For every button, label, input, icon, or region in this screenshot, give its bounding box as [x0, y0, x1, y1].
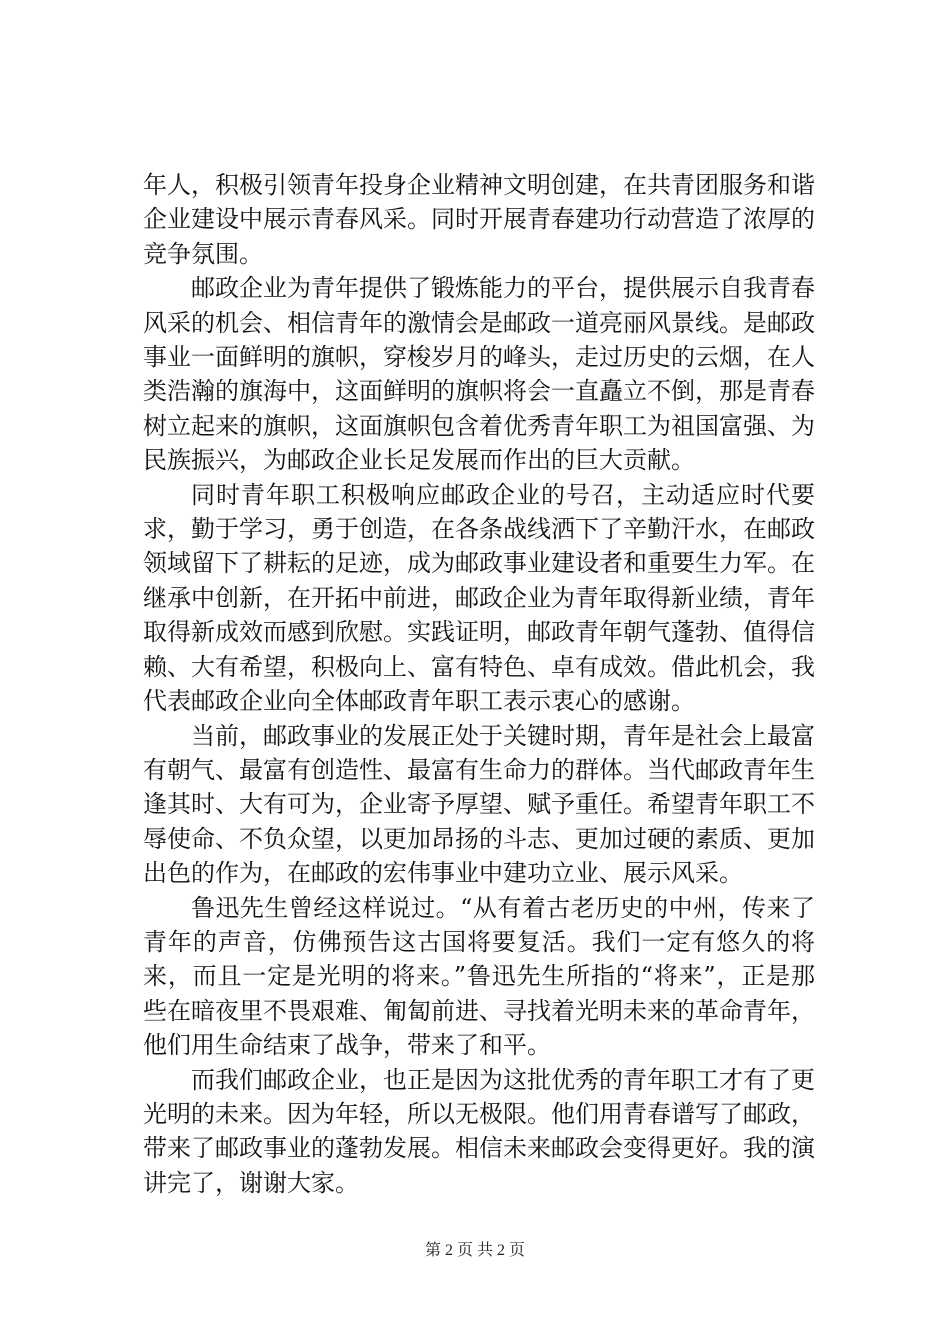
paragraph-3: 同时青年职工积极响应邮政企业的号召，主动适应时代要求，勤于学习，勇于创造，在各条战线洒下了辛勤汗水，在邮政领域留下了耕耘的足迹，成为邮政事业建设者和重要生力军。在继承中创新，在开拓中前进，邮政企业为青年取得新业绩，青年取得新成效而感到欣慰。实践证明，邮政青年朝气蓬勃、值得信赖、大有希望，积极向上、富有特色、卓有成效。借此机会，我代表邮政企业向全体邮政青年职工表示衷心的感谢。	[143, 480, 815, 716]
paragraph-6: 而我们邮政企业，也正是因为这批优秀的青年职工才有了更光明的未来。因为年轻，所以无极限。他们用青春谱写了邮政，带来了邮政事业的蓬勃发展。相信未来邮政会变得更好。我的演讲完了，谢谢大家。	[143, 1065, 815, 1197]
document-body	[143, 168, 815, 1200]
page-footer	[0, 1240, 950, 1262]
paragraph-4: 当前，邮政事业的发展正处于关键时期，青年是社会上最富有朝气、最富有创造性、最富有生命力的群体。当代邮政青年生逢其时、大有可为，企业寄予厚望、赋予重任。希望青年职工不辱使命、不负众望，以更加昂扬的斗志、更加过硬的素质、更加出色的作为，在邮政的宏伟事业中建功立业、展示风采。	[143, 721, 815, 888]
paragraph-5: 鲁迅先生曾经这样说过。“从有着古老历史的中州，传来了青年的声音，仿佛预告这古国将要复活。我们一定有悠久的将来，而且一定是光明的将来。”鲁迅先生所指的“将来”，正是那些在暗夜里不畏艰难、匍匐前进、寻找着光明未来的革命青年，他们用生命结束了战争，带来了和平。	[143, 893, 815, 1060]
paragraph-1: 年人，积极引领青年投身企业精神文明创建，在共青团服务和谐企业建设中展示青春风采。同时开展青春建功行动营造了浓厚的竞争氛围。	[143, 171, 815, 268]
paragraph-2: 邮政企业为青年提供了锻炼能力的平台，提供展示自我青春风采的机会、相信青年的激情会是邮政一道亮丽风景线。是邮政事业一面鲜明的旗帜，穿梭岁月的峰头，走过历史的云烟，在人类浩瀚的旗海中，这面鲜明的旗帜将会一直矗立不倒，那是青春树立起来的旗帜，这面旗帜包含着优秀青年职工为祖国富强、为民族振兴，为邮政企业长足发展而作出的巨大贡献。	[143, 274, 815, 475]
page-number-label: 第 2 页 共 2 页	[424, 1242, 525, 1259]
